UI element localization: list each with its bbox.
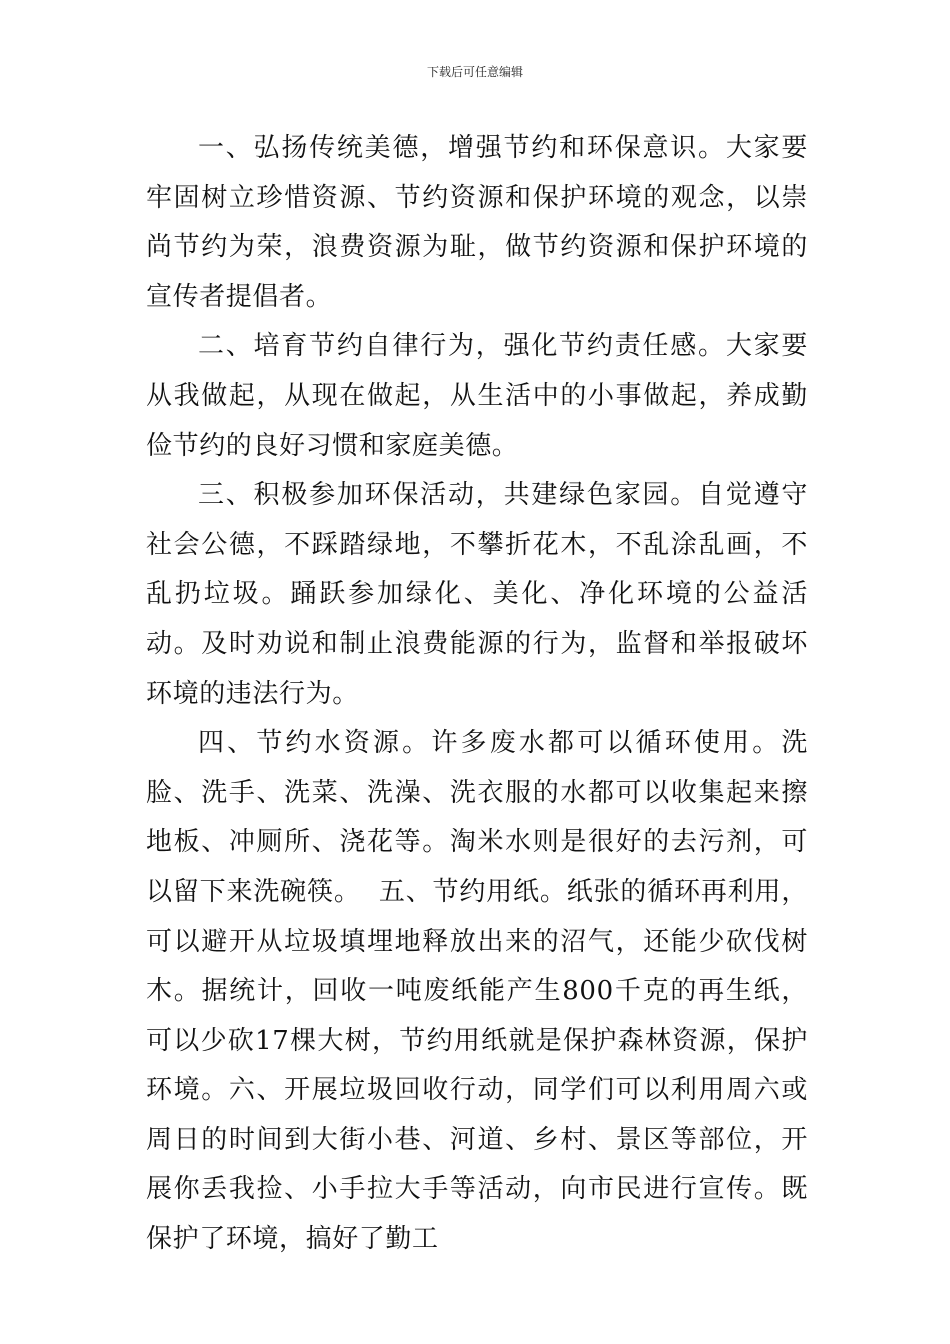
paragraph-1: 一、弘扬传统美德，增强节约和环保意识。大家要牢固树立珍惜资源、节约资源和保护环境的观念，以崇尚节约为荣，浪费资源为耻，做节约资源和保护环境的宣传者提倡者。 (146, 133, 808, 312)
paragraph-3: 三、积极参加环保活动，共建绿色家园。自觉遵守社会公德，不踩踏绿地，不攀折花木，不乱涂乱画，不 乱扔垃圾。踊跃参加绿化、美化、净化环境的公益活动。及时劝说和制止浪费能源的行为，监督和举报破坏环境的违法行为。 (146, 480, 817, 709)
document-body (146, 124, 817, 1265)
paragraph-2: 二、培育节约自律行为，强化节约责任感。大家要从我做起，从现在做起，从生活中的小事做起，养成勤 俭节约的良好习惯和家庭美德。 (146, 331, 817, 461)
page-header: 下载后可任意编辑 (426, 65, 523, 79)
paragraph-4: 四、节约水资源。许多废水都可以循环使用。洗脸、洗手、洗菜、洗澡、洗衣服的水都可以收集起来擦地板、冲厕所、浇花等。淘米水则是很好的去污剂，可以留下来洗碗筷。 五、节约用纸。纸张的循环再利用，可以避开从垃圾填埋地释放出来的沼气，还能少砍伐树木。据统计，回收一吨废纸能产生800千克的再生纸，可以少砍17棵大树，节约用纸就是保护森林资源，保护环境。六、开展垃圾回收行动，同学们可以利用周六或周日的时间到大街小巷、河道、乡村、景区等部位，开展你丢我捡、小手拉大手等活动，向市民进行宣传。既保护了环境，搞好了勤工 (146, 728, 808, 1255)
